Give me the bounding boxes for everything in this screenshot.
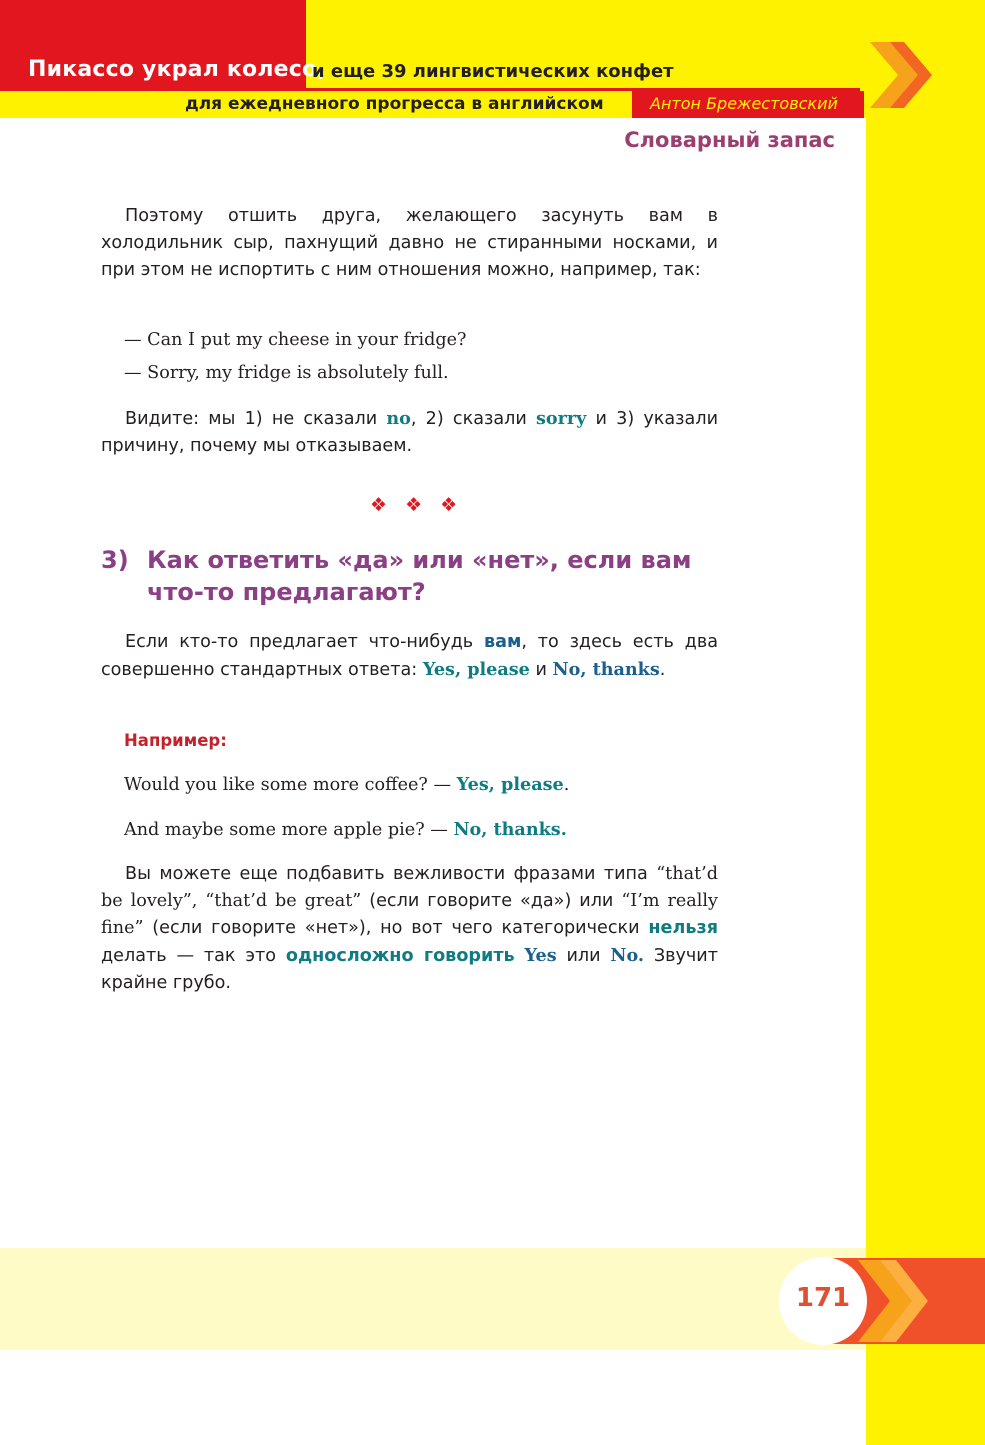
section-number: 3) <box>101 546 129 574</box>
text-segment: и <box>529 660 553 680</box>
highlight-no-thanks: No, thanks <box>552 659 660 680</box>
highlight-sorry: sorry <box>535 408 587 429</box>
paragraph-standard-answers <box>101 629 718 684</box>
text-segment: (если говорите «да») или <box>361 891 622 911</box>
text-segment: Звучит крайне грубо. <box>101 946 718 993</box>
text-segment: и 3) указали причину, почему мы отказываем. <box>101 409 719 456</box>
book-title-rest: и еще 39 лингвистических конфет <box>312 61 674 82</box>
paragraph-explanation <box>101 405 718 460</box>
text-segment: делать — так это <box>101 946 286 966</box>
dialog-line-1: — Can I put my cheese in your fridge? <box>124 330 467 350</box>
right-yellow-strip <box>866 118 985 1445</box>
paragraph-intro: Поэтому отшить друга, желающего засунуть вам в холодильник сыр, пахнущий давно не стиранными носками, и при этом не испортить с ним отношения можно, например, так: <box>101 206 718 280</box>
text-segment: или <box>556 946 611 966</box>
example-question: Would you like some more coffee? — <box>124 775 457 795</box>
english-phrase: “that’d be lovely”, “that’d be great” <box>101 864 718 911</box>
text-segment: Если кто-то предлагает что-нибудь <box>125 632 484 652</box>
highlight-vam: вам <box>483 632 522 652</box>
english-phrase: “I’m really fine” <box>101 891 718 938</box>
text-segment: , 2) сказали <box>410 409 536 429</box>
footer-band <box>0 1248 866 1350</box>
example-answer: Yes, please <box>456 774 564 795</box>
paragraph-politeness <box>101 861 718 997</box>
highlight-yes-please: Yes, please <box>422 659 530 680</box>
highlight-no: no <box>386 408 411 429</box>
ornament-divider: ❖ ❖ ❖ <box>370 494 464 516</box>
example-answer: No, thanks. <box>453 819 567 840</box>
highlight-yes: Yes <box>524 945 557 966</box>
highlight-nelzya: нельзя <box>648 918 718 938</box>
example-question: And maybe some more apple pie? — <box>124 820 454 840</box>
section-header: Словарный запас <box>624 128 835 152</box>
author-name: Антон Брежестовский <box>650 94 838 113</box>
text-segment: Вы можете еще подбавить вежливости фразами типа <box>125 864 657 884</box>
text-segment: . <box>563 775 570 795</box>
highlight-odnoslozhno: односложно говорить <box>285 946 515 966</box>
text-segment: (если говорите «нет»), но вот чего категорически <box>143 918 649 938</box>
text-segment: Видите: мы 1) не сказали <box>125 409 387 429</box>
page-number: 171 <box>795 1283 851 1313</box>
text-segment <box>515 946 525 966</box>
book-title-main: Пикассо украл колесо, <box>28 57 326 82</box>
text-segment: . <box>659 660 666 680</box>
text-segment: , то здесь есть два совершенно стандартных ответа: <box>101 632 718 680</box>
book-subtitle: для ежедневного прогресса в английском <box>185 94 604 114</box>
chevron-right-icon <box>862 38 934 112</box>
highlight-no: No. <box>610 945 645 966</box>
example-line-1 <box>124 771 569 799</box>
example-label: Например: <box>124 731 227 750</box>
example-line-2 <box>124 816 567 844</box>
section-title: Как ответить «да» или «нет», если вам что-то предлагают? <box>147 546 692 606</box>
dialog-line-2: — Sorry, my fridge is absolutely full. <box>124 363 449 383</box>
